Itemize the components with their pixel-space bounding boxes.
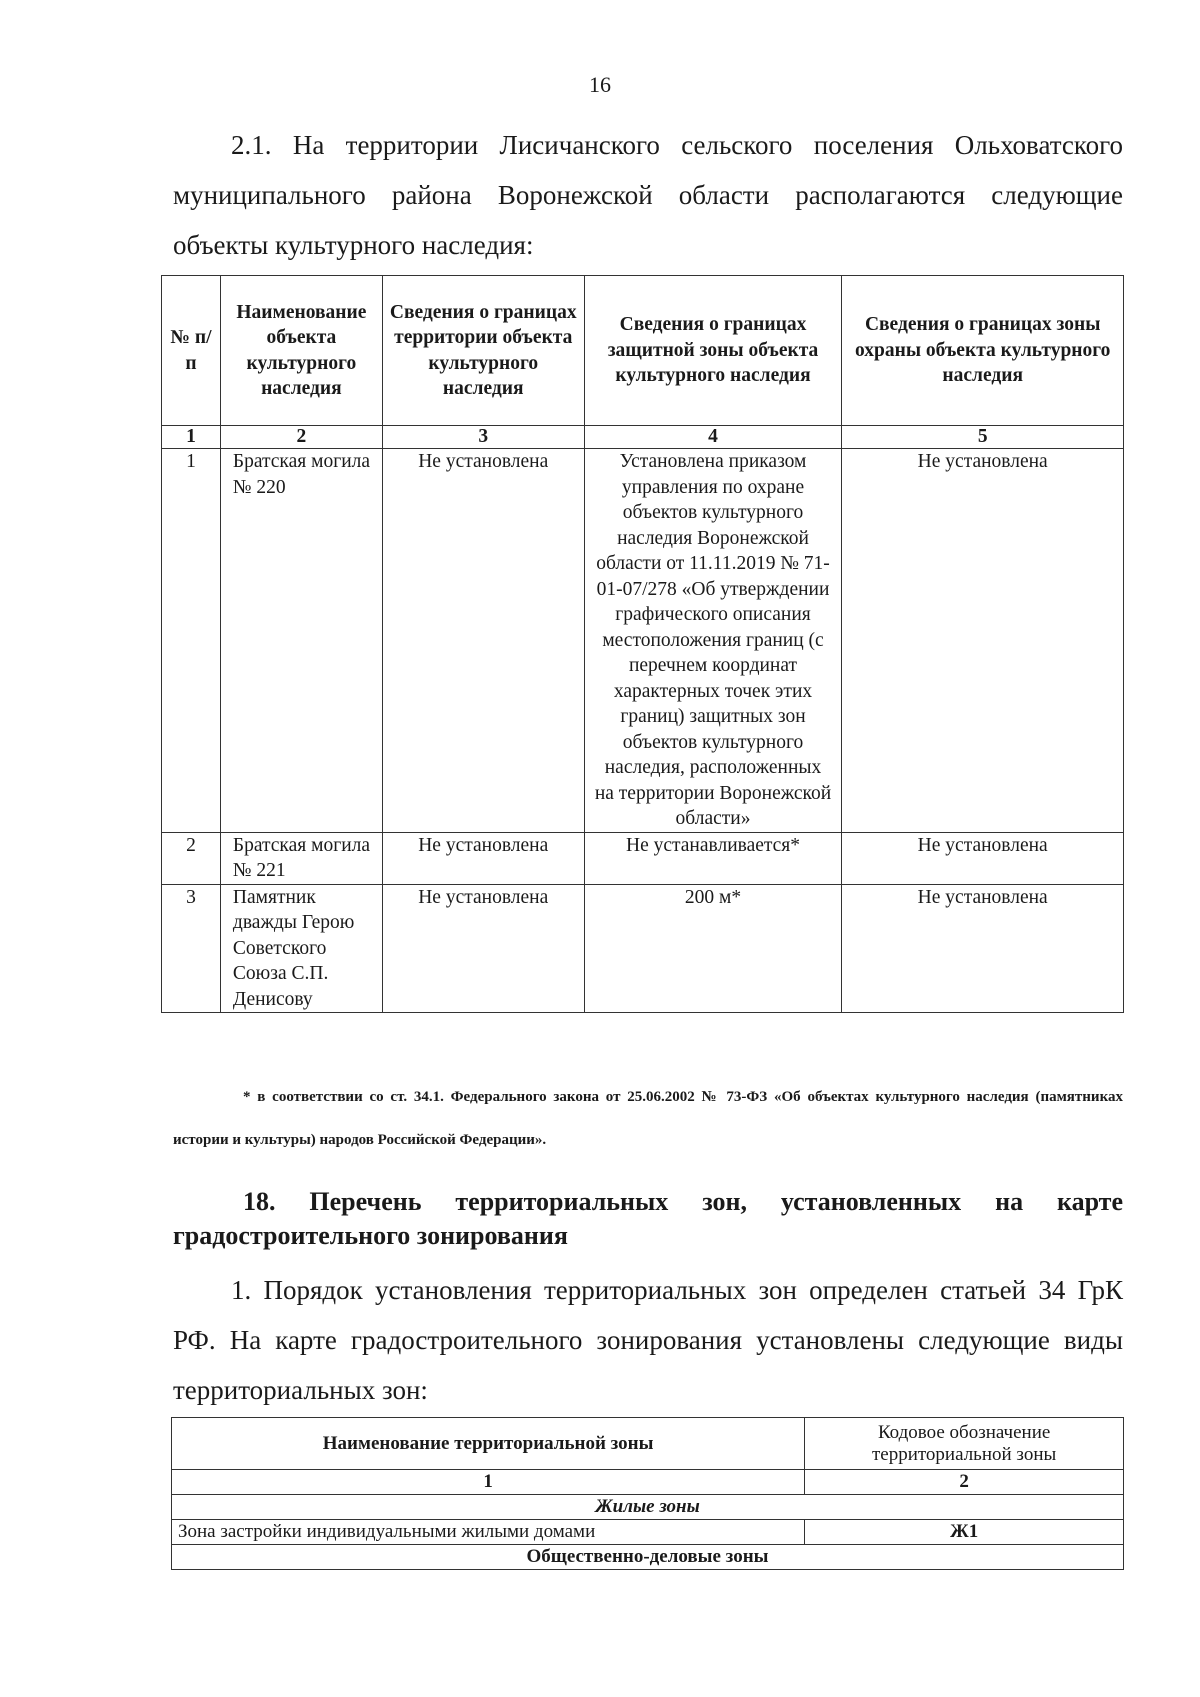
territory-bounds: Не установлена	[382, 832, 584, 884]
zone-name: Зона застройки индивидуальными жилыми домами	[172, 1520, 805, 1545]
object-name: Братская могила № 220	[220, 449, 382, 833]
header-zone-code: Кодовое обозначение территориальной зоны	[805, 1418, 1124, 1470]
guard-zone: Не установлена	[842, 832, 1124, 884]
row-num: 2	[162, 832, 221, 884]
intro-paragraph	[173, 120, 1123, 270]
protective-zone: Не устанавливается*	[584, 832, 842, 884]
territory-bounds: Не установлена	[382, 884, 584, 1013]
header-object-name: Наименование объекта культурного наследия	[220, 276, 382, 426]
territory-bounds: Не установлена	[382, 449, 584, 833]
column-number: 4	[584, 426, 842, 449]
table-row	[162, 884, 1124, 1013]
column-number: 3	[382, 426, 584, 449]
protective-zone: 200 м*	[584, 884, 842, 1013]
object-name: Братская могила № 221	[220, 832, 382, 884]
column-number: 1	[162, 426, 221, 449]
footnote-text: * в соответствии со ст. 34.1. Федерального закона от 25.06.2002 № 73-ФЗ «Об объектах культурного наследия (памятниках истории и культуры) народов Российской Федерации».	[173, 1089, 1123, 1148]
header-guard-zone: Сведения о границах зоны охраны объекта культурного наследия	[842, 276, 1124, 426]
header-territory-bounds: Сведения о границах территории объекта культурного наследия	[382, 276, 584, 426]
zones-intro-paragraph	[173, 1265, 1123, 1415]
column-number-row	[162, 426, 1124, 449]
column-number: 2	[805, 1470, 1124, 1495]
table-row	[172, 1520, 1124, 1545]
column-number: 2	[220, 426, 382, 449]
zone-group-row	[172, 1545, 1124, 1570]
section-heading-text: 18. Перечень территориальных зон, установленных на карте градостроительного зонирования	[173, 1187, 1123, 1250]
row-num: 1	[162, 449, 221, 833]
zone-group-title: Жилые зоны	[172, 1495, 1124, 1520]
row-num: 3	[162, 884, 221, 1013]
column-number-row	[172, 1470, 1124, 1495]
page-number: 16	[589, 72, 611, 97]
header-num: № п/п	[162, 276, 221, 426]
heritage-objects-table	[161, 275, 1124, 1013]
section-heading	[173, 1185, 1123, 1253]
protective-zone: Установлена приказом управления по охране объектов культурного наследия Воронежской области от 11.11.2019 № 71-01-07/278 «Об утверждении графического описания местоположения границ (с перечнем координат характерных точек этих границ) защитных зон объектов культурного наследия, расположенных на территории Воронежской области»	[584, 449, 842, 833]
zone-code: Ж1	[805, 1520, 1124, 1545]
guard-zone: Не установлена	[842, 884, 1124, 1013]
zones-intro-text: 1. Порядок установления территориальных зон определен статьей 34 ГрК РФ. На карте градостроительного зонирования установлены следующие виды территориальных зон:	[173, 1275, 1123, 1405]
table-header-row	[162, 276, 1124, 426]
column-number: 5	[842, 426, 1124, 449]
zone-group-title: Общественно-деловые зоны	[172, 1545, 1124, 1570]
zone-group-row	[172, 1495, 1124, 1520]
table-row	[162, 832, 1124, 884]
column-number: 1	[172, 1470, 805, 1495]
footnote	[173, 1076, 1123, 1162]
object-name: Памятник дважды Герою Советского Союза С.П. Денисову	[220, 884, 382, 1013]
header-zone-name: Наименование территориальной зоны	[172, 1418, 805, 1470]
territorial-zones-table	[171, 1417, 1124, 1570]
header-protective-zone: Сведения о границах защитной зоны объекта культурного наследия	[584, 276, 842, 426]
guard-zone: Не установлена	[842, 449, 1124, 833]
table-header-row	[172, 1418, 1124, 1470]
table-row	[162, 449, 1124, 833]
intro-text: 2.1. На территории Лисичанского сельского поселения Ольховатского муниципального района Воронежской области располагаются следующие объекты культурного наследия:	[173, 130, 1123, 260]
